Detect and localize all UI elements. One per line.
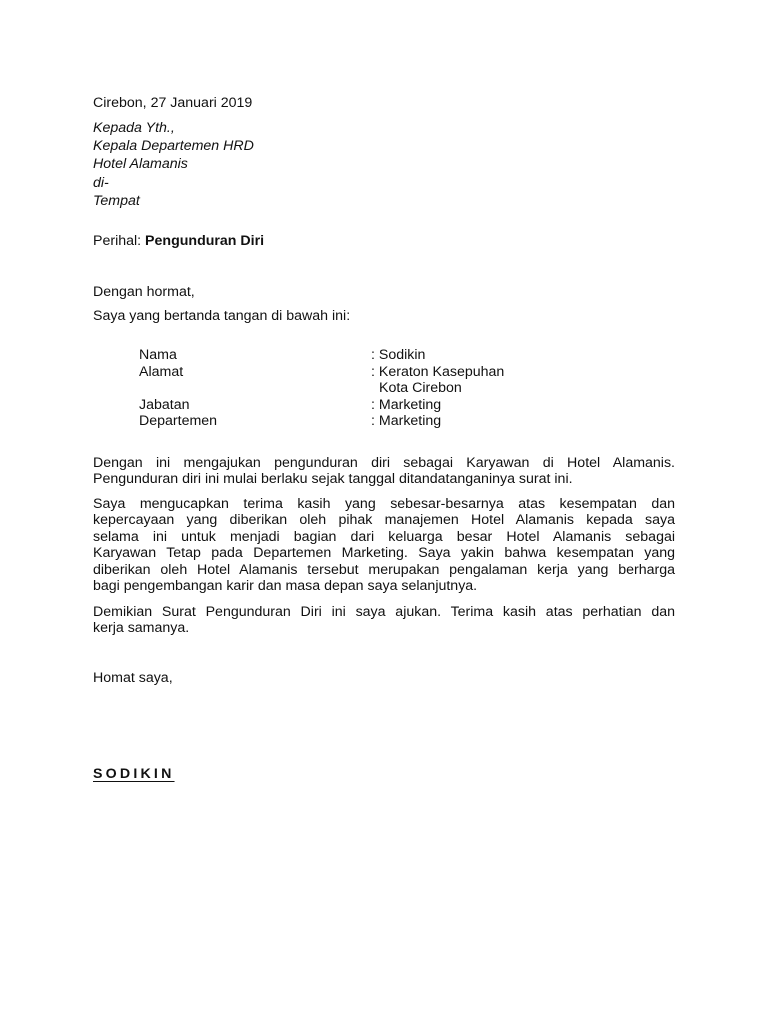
recipient-block [93,119,254,210]
paragraph-line: Dengan ini mengajukan pengunduran diri sebagai Karyawan di Hotel Alamanis. [93,455,675,471]
detail-label: Alamat [139,363,184,380]
subject-text: Pengunduran Diri [145,233,265,249]
intro-text: Saya yang bertanda tangan di bawah ini: [93,308,351,324]
paragraph-line: kerja samanya. [93,620,190,637]
paragraph-line: diberikan oleh Hotel Alamanis tersebut merupakan pengalaman kerja yang berharga [93,561,675,578]
recipient-line: di- [93,174,109,191]
paragraph-line: Pengunduran diri ini mulai berlaku sejak tanggal ditandatanganinya surat ini. [93,471,573,488]
detail-value: : Marketing [371,413,442,430]
detail-label: Nama [139,347,177,363]
detail-label: Jabatan [139,396,190,413]
signature-name: SODIKIN [93,766,175,782]
paragraph-line: Demikian Surat Pengunduran Diri ini saya ajukan. Terima kasih atas perhatian dan [93,604,675,620]
detail-label: Departemen [139,413,218,430]
paragraph-line: bagi pengembangan karir dan masa depan saya selanjutnya. [93,578,478,595]
paragraph-gratitude [93,496,675,594]
paragraph-line: Karyawan Tetap pada Departemen Marketing. Saya yakin bahwa kesempatan yang [93,545,675,562]
subject-label: Perihal: [93,233,146,249]
recipient-line: Kepala Departemen HRD [93,138,254,155]
detail-value: : Keraton Kasepuhan [371,363,505,380]
recipient-line: Tempat [93,192,140,209]
paragraph-line: Saya mengucapkan terima kasih yang sebesar-besarnya atas kesempatan dan [93,496,675,512]
recipient-line: Kepada Yth., [93,120,175,136]
greeting: Dengan hormat, [93,284,195,300]
paragraph-resignation [93,455,675,488]
detail-value: Kota Cirebon [379,380,462,397]
place-date: Cirebon, 27 Januari 2019 [93,95,253,111]
subject-line [93,233,264,249]
detail-value: : Marketing [371,396,442,413]
paragraph-line: selama ini untuk menjadi bagian dari keluarga besar Hotel Alamanis sebagai [93,528,675,545]
paragraph-line: kepercayaan yang diberikan oleh pihak manajemen Hotel Alamanis kepada saya [93,512,675,529]
paragraph-closing [93,604,675,637]
recipient-line: Hotel Alamanis [93,156,188,173]
detail-value: : Sodikin [371,347,426,363]
closing-salutation: Homat saya, [93,670,173,686]
